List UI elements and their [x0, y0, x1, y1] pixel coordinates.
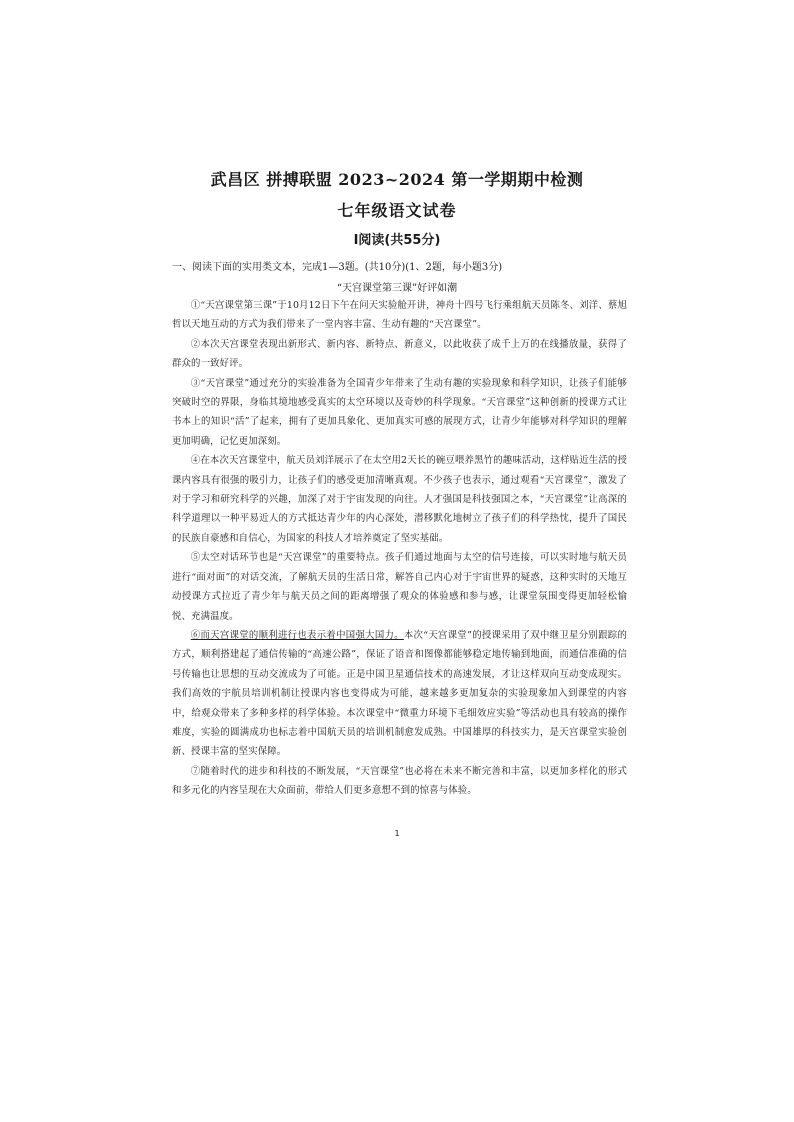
paragraph-5: ⑤太空对话环节也是“天宫课堂”的重要特点。孩子们通过地面与太空的信号连接，可以实时地与航天员进行“面对面”的对话交流，了解航天员的生活日常，解答自己内心对于宇宙世界的疑惑，这种实时的天地互动授课方式拉近了青少年与航天员之间的距离增强了观众的体验感和参与感，让课堂氛围变得更加轻松愉悦、充满温度。 [172, 552, 627, 622]
paragraph-4: ④在本次天宫课堂中，航天员刘洋展示了在太空用2天长的碗豆喂养黑竹的趣味活动，这样贴近生活的授课内容具有很强的吸引力，让孩子们的感受更加清晰真观。不少孩子也表示，通过观看“天宫课堂”，激发了对于学习和研究科学的兴趣，加深了对于宇宙发现的向往。人才强国是科技强国之本，“天宫课堂”让高深的科学道理以一种平易近人的方式抵达青少年的内心深处，潜移默化地树立了孩子们的科学热忱，提升了国民的民族自豪感和自信心，为国家的科技人才培养奠定了坚实基础。 [172, 455, 627, 544]
article-body [172, 296, 627, 801]
paragraph-6-text: 本次“天宫课堂”的授课采用了双中继卫星分别跟踪的方式，顺利搭建起了通信传输的“高速公路”，保证了语音和图像都能够稳定地传输到地面，而通信准确的信号传输也让思想的互动交流成为了可能。正是中国卫星通信技术的高速发展，才让这样双向互动变成现实。我们高效的宇航员培训机制让授课内容也变得成为可能，越来越多更加复杂的实验现象加入到课堂的内容中，给观众带来了多种多样的科学体验。本次课堂中“微重力环境下毛细效应实验”等活动也具有较高的操作难度，实验的圆满成功也标志着中国航天员的培训机制愈发成熟。中国雄厚的科技实力，是天宫课堂实验创新、授课丰富的坚实保障。 [172, 629, 627, 758]
article-title: “天宫课堂第三课”好评如潮 [336, 283, 458, 294]
question-instruction: 一、阅读下面的实用类文本，完成1—3题。(共10分)(1、2题，每小题3分) [172, 262, 503, 273]
exam-title: 武昌区 拼搏联盟 2023~2024 第一学期期中检测 [210, 170, 584, 189]
page-number: 1 [394, 829, 400, 838]
paragraph-1: ①“天宫课堂第三课”于10月12日下午在问天实验舱开讲，神舟十四号飞行乘组航天员陈冬、刘洋、蔡旭哲以天地互动的方式为我们带来了一堂内容丰富、生动有趣的“天宫课堂”。 [172, 300, 627, 331]
paragraph-7: ⑦随着时代的进步和科技的不断发展，“天宫课堂”也必将在未来不断完善和丰富，以更加多样化的形式和多元化的内容呈现在大众面前，带给人们更多意想不到的惊喜与体验。 [172, 765, 627, 797]
paragraph-3: ③“天宫课堂”通过充分的实验准备为全国青少年带来了生动有趣的实验现象和科学知识，让孩子们能够突破时空的界限，身临其境地感受真实的太空环境以及奇妙的科学现象。“天宫课堂”这种创新的授课方式让书本上的知识“活”了起来，拥有了更加具象化、更加真实可感的展现方式，让青少年能够对科学知识的理解更加明确，记忆更加深刻。 [172, 377, 627, 447]
paragraph-6 [172, 626, 627, 762]
section-title: Ⅰ阅读(共55分) [353, 233, 441, 248]
underlined-sentence: ⑥而天宫课堂的顺利进行也表示着中国强大国力。 [190, 629, 404, 641]
paragraph-2: ②本次天宫课堂表现出新形式、新内容、新特点、新意义，以此收获了成千上万的在线播放量，获得了群众的一致好评。 [172, 338, 627, 370]
paper-title: 七年级语文试卷 [337, 201, 457, 220]
